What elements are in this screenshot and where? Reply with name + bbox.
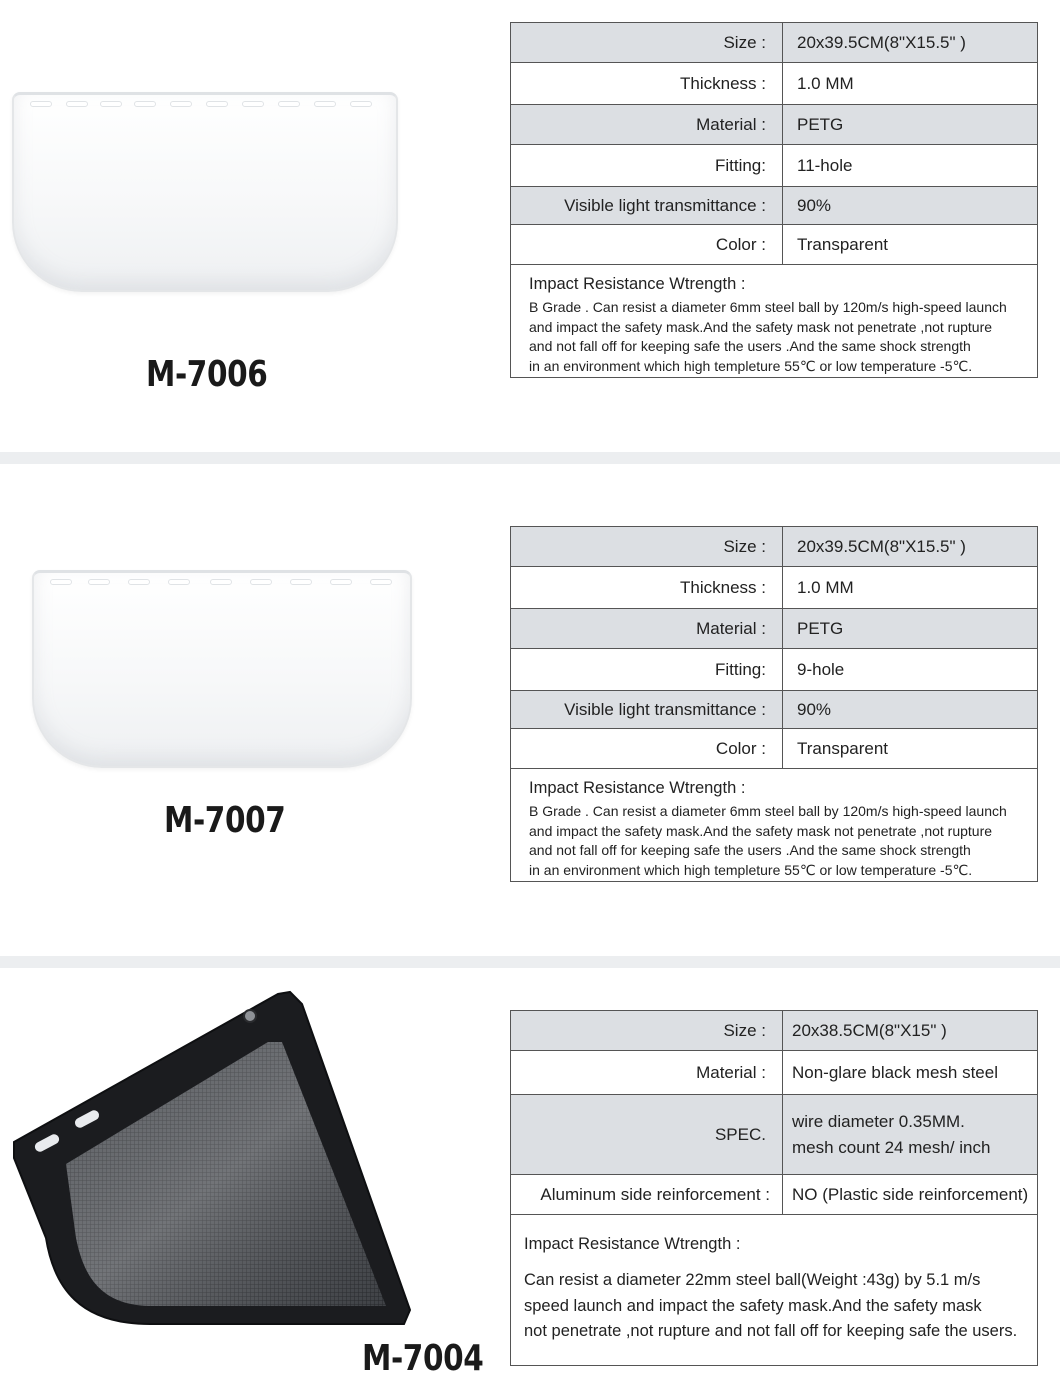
impact-resistance-block — [511, 769, 1037, 881]
spec-row-transmittance — [511, 691, 1037, 729]
spec-table — [510, 526, 1038, 882]
spec-table — [510, 1010, 1038, 1366]
spec-value: 1.0 MM — [797, 73, 854, 93]
spec-label: Size : — [511, 527, 783, 566]
model-label: M-7004 — [362, 1338, 484, 1379]
spec-value: 90% — [797, 699, 832, 719]
spec-value: PETG — [797, 618, 844, 638]
impact-line: B Grade . Can resist a diameter 6mm steel ball by 120m/s high-speed launch — [529, 803, 1007, 819]
spec-label: Thickness : — [511, 63, 783, 104]
spec-row-reinforcement — [511, 1175, 1037, 1215]
spec-value-line: wire diameter 0.35MM. — [792, 1111, 965, 1131]
impact-line: and impact the safety mask.And the safety mask not penetrate ,not rupture — [529, 318, 993, 335]
spec-label: Thickness : — [511, 567, 783, 608]
section-divider — [0, 452, 1060, 464]
impact-line: and not fall off for keeping safe the users .And the same shock strength — [529, 842, 971, 858]
spec-value: Transparent — [797, 738, 889, 758]
spec-value: 20x38.5CM(8"X15" ) — [792, 1020, 947, 1040]
spec-row-fitting — [511, 145, 1037, 187]
spec-label: Material : — [511, 609, 783, 648]
impact-line: in an environment which high templeture 55℃ or low temperature -5℃. — [529, 861, 973, 878]
spec-label: Material : — [511, 1051, 783, 1094]
spec-row-size — [511, 1011, 1037, 1051]
spec-row-transmittance — [511, 187, 1037, 225]
product-section-m7006 — [0, 0, 1060, 452]
spec-label: Aluminum side reinforcement : — [511, 1175, 783, 1214]
spec-label: Size : — [511, 23, 783, 62]
clear-visor-image — [12, 92, 398, 292]
spec-value-line: mesh count 24 mesh/ inch — [792, 1137, 991, 1157]
impact-resistance-block — [511, 265, 1037, 377]
section-divider — [0, 956, 1060, 968]
spec-label: Color : — [511, 729, 783, 768]
spec-label: Material : — [511, 105, 783, 144]
spec-label: SPEC. — [511, 1095, 783, 1174]
clear-visor-image — [32, 570, 412, 768]
spec-value: Non-glare black mesh steel — [792, 1062, 998, 1082]
impact-line: Can resist a diameter 22mm steel ball(Weight :43g) by 5.1 m/s — [524, 1271, 981, 1289]
spec-label: Fitting: — [511, 649, 783, 690]
impact-line: B Grade . Can resist a diameter 6mm steel ball by 120m/s high-speed launch — [529, 299, 1007, 315]
spec-row-size — [511, 527, 1037, 567]
spec-row-fitting — [511, 649, 1037, 691]
spec-value: 20x39.5CM(8"X15.5" ) — [797, 32, 966, 52]
spec-label: Color : — [511, 225, 783, 264]
model-label: M-7006 — [146, 354, 268, 395]
spec-label: Visible light transmittance : — [511, 187, 783, 224]
spec-label: Visible light transmittance : — [511, 691, 783, 728]
impact-line: and impact the safety mask.And the safety mask not penetrate ,not rupture — [529, 822, 993, 839]
spec-value — [783, 1095, 1037, 1174]
spec-value: 20x39.5CM(8"X15.5" ) — [797, 536, 966, 556]
spec-row-color — [511, 225, 1037, 265]
spec-value: Transparent — [797, 234, 889, 254]
model-label: M-7007 — [164, 800, 286, 841]
spec-label: Fitting: — [511, 145, 783, 186]
product-section-m7007 — [0, 464, 1060, 956]
impact-resistance-block — [511, 1215, 1037, 1365]
spec-row-size — [511, 23, 1037, 63]
spec-value: 90% — [797, 195, 832, 215]
spec-row-thickness — [511, 567, 1037, 609]
impact-text — [529, 298, 1027, 376]
product-section-m7004 — [0, 968, 1060, 1396]
impact-text — [524, 1268, 1027, 1345]
spec-row-material — [511, 1051, 1037, 1095]
impact-title: Impact Resistance Wtrength : — [529, 779, 746, 797]
spec-label: Size : — [511, 1011, 783, 1050]
impact-title: Impact Resistance Wtrength : — [524, 1235, 741, 1253]
spec-table — [510, 22, 1038, 378]
spec-row-material — [511, 105, 1037, 145]
spec-value: 1.0 MM — [797, 577, 854, 597]
impact-line: not penetrate ,not rupture and not fall off for keeping safe the users. — [524, 1322, 1018, 1340]
spec-row-thickness — [511, 63, 1037, 105]
impact-line: speed launch and impact the safety mask.And the safety mask — [524, 1296, 982, 1315]
spec-value: 9-hole — [797, 659, 845, 679]
spec-value: NO (Plastic side reinforcement) — [792, 1184, 1029, 1204]
spec-value: PETG — [797, 114, 844, 134]
spec-row-spec — [511, 1095, 1037, 1175]
impact-line: in an environment which high templeture 55℃ or low temperature -5℃. — [529, 357, 973, 374]
mesh-visor-image — [10, 988, 420, 1328]
impact-line: and not fall off for keeping safe the users .And the same shock strength — [529, 338, 971, 354]
spec-value: 11-hole — [797, 155, 853, 175]
impact-title: Impact Resistance Wtrength : — [529, 275, 746, 293]
spec-row-color — [511, 729, 1037, 769]
spec-row-material — [511, 609, 1037, 649]
impact-text — [529, 802, 1027, 880]
